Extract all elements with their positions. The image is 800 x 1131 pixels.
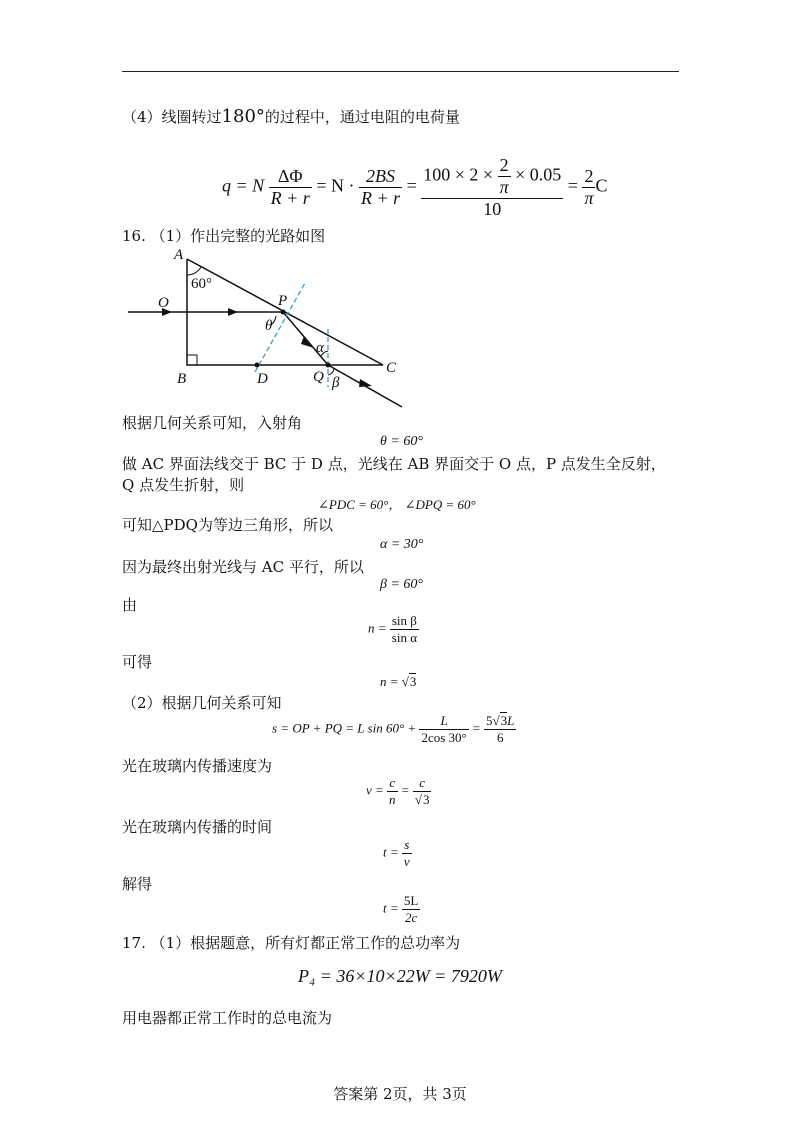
ray-arrow-2 xyxy=(228,308,238,316)
q17-eq-p: P₄ = 36×10×22W = 7920W xyxy=(298,966,502,986)
q15-frac-4: $\frac{2}{\pi}$ xyxy=(584,166,594,208)
q16-eq-t: t = $\frac{s}{v}$ xyxy=(383,837,410,869)
q15-angle: 180° xyxy=(221,106,265,127)
ray-arrow-3 xyxy=(301,336,314,348)
q16-heading: 16. （1）作出完整的光路如图 xyxy=(122,227,326,245)
ray-arrow-4 xyxy=(359,379,372,387)
q15-frac-2: $\frac{2BS}{R + r}$ xyxy=(360,166,401,208)
angle-60-arc xyxy=(187,267,201,275)
q16-eq-theta: θ = 60° xyxy=(380,434,423,449)
q16-line2a: 做 AC 界面法线交于 BC 于 D 点，光线在 AB 界面交于 O 点，P 点发生全反射， xyxy=(122,455,666,473)
label-d: D xyxy=(257,371,268,387)
q16-line2b: Q 点发生折射，则 xyxy=(122,476,245,494)
page-footer: 答案第 2页，共 3页 xyxy=(333,1085,467,1103)
label-q: Q xyxy=(313,369,324,385)
q16-eq-s: s = OP + PQ = L sin 60° + $\frac{L}{2\cos 30^\circ}$ = $\frac{5√3L}{6}$ xyxy=(272,713,515,745)
q16-line9: 解得 xyxy=(122,875,153,893)
point-d xyxy=(255,363,260,368)
q15-part4-suffix: 的过程中，通过电阻的电荷量 xyxy=(264,108,460,126)
q17-line1: 用电器都正常工作时的总电流为 xyxy=(122,1009,333,1027)
q16-part2-line: （2）根据几何关系可知 xyxy=(122,694,282,712)
label-theta: θ xyxy=(265,318,273,334)
q16-line5: 由 xyxy=(122,596,138,614)
q16-eq-v: v = $\frac{c}{n}$ = $\frac{c}{√3}$ xyxy=(366,775,430,807)
q15-part4-prefix: （4）线圈转过 xyxy=(122,108,222,126)
q15-frac-3: 100 × 2 × $\frac{2}{\pi}$ × 0.05 10 xyxy=(423,155,562,219)
q16-line3: 可知△PDQ为等边三角形，所以 xyxy=(122,516,333,534)
label-alpha: α xyxy=(316,340,324,356)
q16-line8: 光在玻璃内传播的时间 xyxy=(122,818,273,836)
q16-eq-t2: t = $\frac{5L}{2c}$ xyxy=(383,893,419,925)
q16-eq-n-sqrt: n = √3 xyxy=(380,674,417,689)
q16-light-path-figure xyxy=(120,247,410,412)
right-angle-marker xyxy=(187,355,197,365)
q16-eq-beta: β = 60° xyxy=(380,577,424,592)
q16-eq-angles: ∠PDC = 60°， ∠DPQ = 60° xyxy=(318,497,476,512)
q16-eq-n-fraction: n = $\frac{\text{sin β}}{\text{sin α}}$ xyxy=(368,613,418,645)
label-beta: β xyxy=(332,375,340,391)
point-q xyxy=(326,363,331,368)
q17-heading: 17. （1）根据题意，所有灯都正常工作的总功率为 xyxy=(122,934,461,952)
q15-charge-equation: q = N $\frac{\Delta\Phi}{R + r}$ = N · $\frac{2BS}{R + r}$ = 100 × 2 × $\frac{2}{\pi}$ × 0.05 10 = $\frac{2}{\pi}$ C xyxy=(222,155,608,219)
label-c: C xyxy=(386,360,397,376)
q16-line1: 根据几何关系可知，入射角 xyxy=(122,414,303,432)
header-rule xyxy=(122,71,679,72)
point-p xyxy=(281,310,286,315)
label-60-deg: 60° xyxy=(191,276,212,292)
label-p: P xyxy=(278,293,288,309)
q15-frac-1: $\frac{\Delta\Phi}{R + r}$ xyxy=(270,166,310,208)
q16-line4: 因为最终出射光线与 AC 平行，所以 xyxy=(122,558,364,576)
q15-part4-line xyxy=(122,107,460,127)
label-b: B xyxy=(177,371,187,387)
q16-line7: 光在玻璃内传播速度为 xyxy=(122,757,273,775)
label-a: A xyxy=(174,247,184,263)
label-o: O xyxy=(158,295,169,311)
q16-line6: 可得 xyxy=(122,653,153,671)
q16-eq-alpha: α = 30° xyxy=(380,537,424,552)
